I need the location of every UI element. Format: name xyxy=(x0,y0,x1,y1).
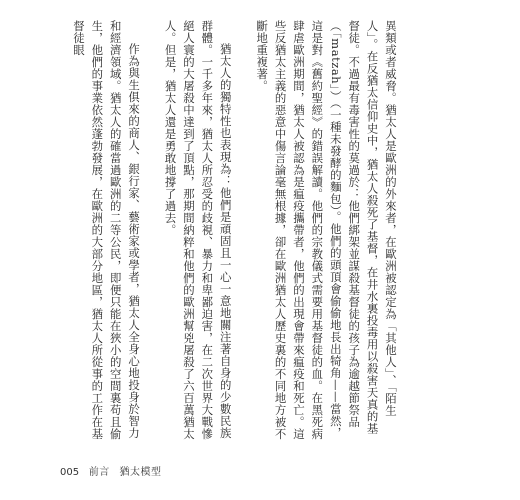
paragraph-1: 異類或者威脅。猶太人是歐洲的外來者，在歐洲被認定為「其他人」、「陌生人」。在反猶太信仰史中，猶太人殺死了基督，在井水裏投毒用以殺害天真的基督徒。不過最有毒害性的莫過於：他們綁架並謀殺基督徒的孩子為逾越節祭品（「matzah」）（一種未發酵的麵包）。他們的頭頂會偷偷地長出犄角——當然，這是對《舊約聖經》的錯誤解讀。他們的宗教儀式需要用基督徒的血。在黑死病肆虐歐洲期間，猶太人被認為是瘟疫攜帶者，他們的出現會帶來瘟疫和死亡。這些反猶太主義的惡意中傷言論毫無根據，卻在歐洲猶太人歷史裏的不同地方被不斷地重複著。 xyxy=(255,20,398,440)
body-text xyxy=(70,20,401,440)
paragraph-3: 作為與生俱來的商人、銀行家、藝術家或學者，猶太人全身心地投身於智力和經濟領域。猶太人的確當過歐洲的二等公民，即便只能在狹小的空間裏苟且偷生，他們的事業依然蓬勃發展，在歐洲的大部分地區，猶太人所從事的工作在基督徒眼 xyxy=(71,20,142,440)
running-title: 猶太模型 xyxy=(119,467,162,478)
page-footer xyxy=(60,463,167,478)
page-number: 005 xyxy=(60,467,80,478)
section-label: 前言 xyxy=(88,467,110,478)
paragraph-2: 猶太人的獨特性也表現為：他們是頑固且一心一意地關注著自身的少數民族群體。一千多年來，猶太人所忍受的歧視、暴力和卑鄙迫害，在二次世界大戰慘絕人寰的大屠殺中達到了頂點，那期間納粹和他們的歐洲幫兇屠殺了六百萬猶太人。但是，猶太人還是勇敢地撐了過去。 xyxy=(163,20,233,440)
